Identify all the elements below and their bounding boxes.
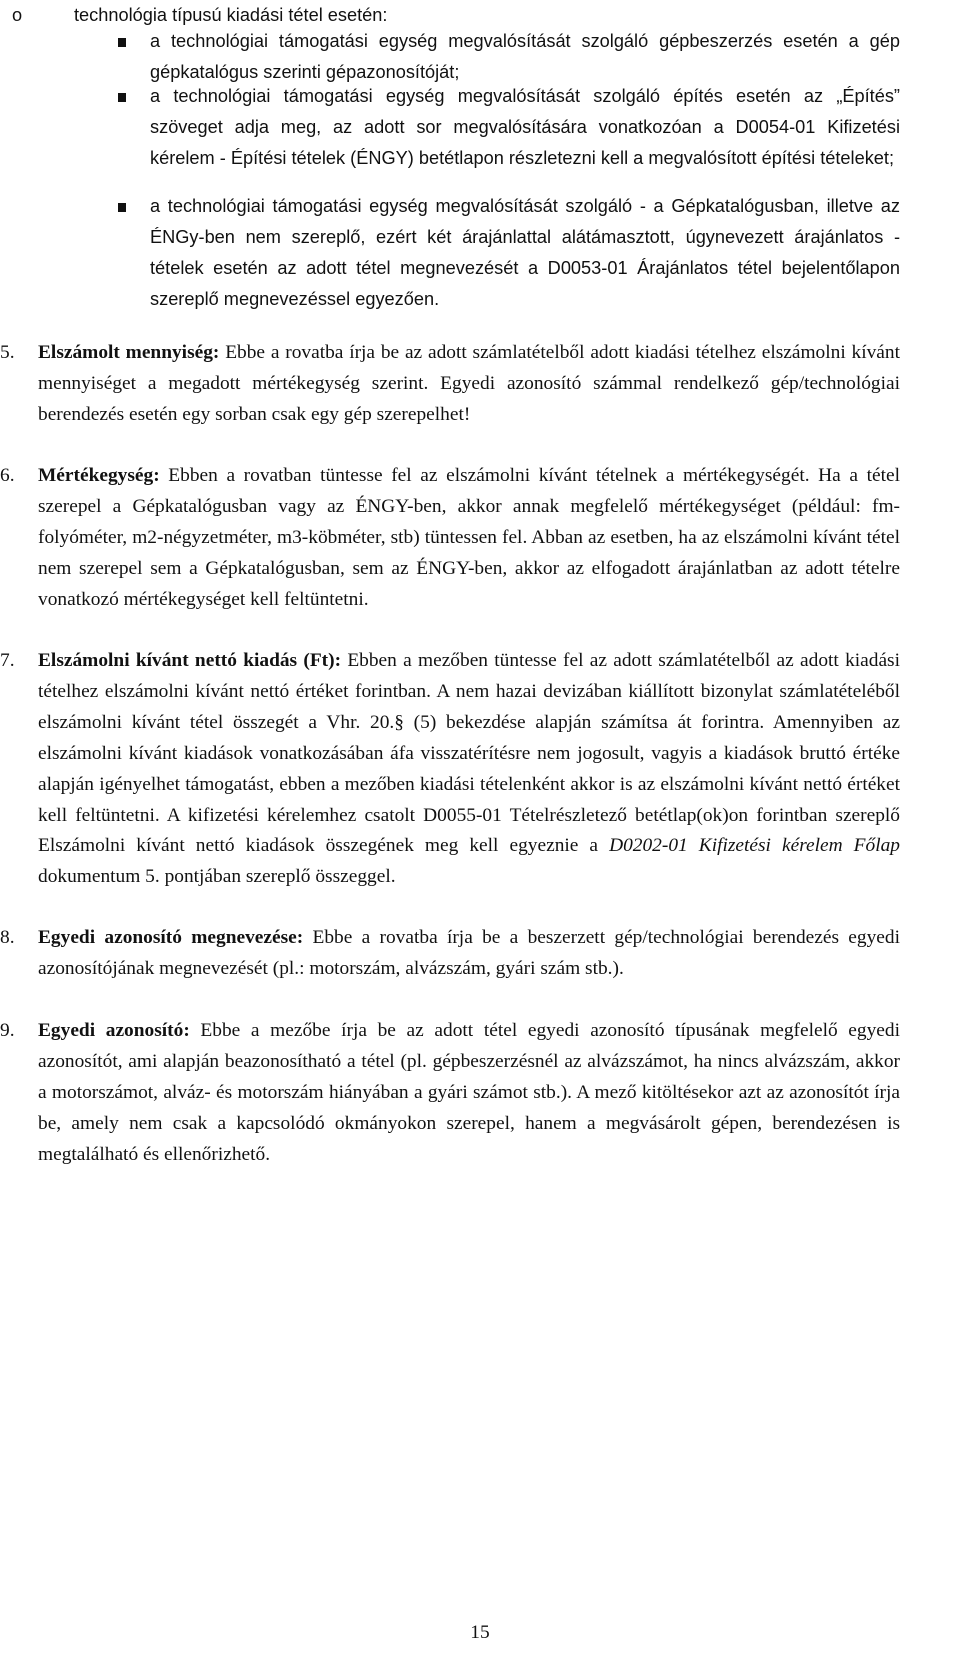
item-paragraph xyxy=(38,646,900,893)
item-number: 6. xyxy=(0,465,15,486)
intro-text: technológia típusú kiadási tétel esetén: xyxy=(74,5,388,25)
item-title: Elszámolni kívánt nettó kiadás (Ft): xyxy=(38,650,342,671)
item-paragraph xyxy=(38,1016,900,1171)
page-number: 15 xyxy=(470,1622,490,1643)
bullet-square-icon xyxy=(118,93,126,102)
item-title: Egyedi azonosító megnevezése: xyxy=(38,927,304,948)
bullet-item: a technológiai támogatási egység megvalósítását szolgáló gépbeszerzés esetén a gép gépkatalógus szerinti gépazonosítóját; xyxy=(150,31,900,82)
bullet-square-icon xyxy=(118,203,126,212)
item-paragraph xyxy=(38,461,900,616)
item-number: 5. xyxy=(0,342,15,363)
item-title: Elszámolt mennyiség: xyxy=(38,342,220,363)
bullet-item: a technológiai támogatási egység megvalósítását szolgáló - a Gépkatalógusban, illetve az ÉNGy-ben nem szereplő, ezért két árajánlattal alátámasztott, úgynevezett árajánlatos - tételek esetén az adott tétel megnevezését a D0053-01 Árajánlatos tétel bejelentőlapon szereplő megnevezéssel egyezően. xyxy=(150,196,900,309)
item-number: 9. xyxy=(0,1020,15,1041)
item-title: Egyedi azonosító: xyxy=(38,1020,190,1041)
item-text-after: dokumentum 5. pontjában szereplő összeggel. xyxy=(38,866,396,888)
item-text: Ebbe a mezőbe írja be az adott tétel egyedi azonosító típusának megfelelő egyedi azonosítót, ami alapján beazonosítható a tétel (pl. gépbeszerzésnél az alvázszámot, ha nincs alvázszám, akkor a motorszámot, alváz- és motorszám hiányában a gyári számot stb.). A mező kitöltésekor azt az azonosítót írja be, amely nem csak a kapcsolódó okmányokon szerepel, hanem a megvásárolt gépen, berendezésen is megtalálható és ellenőrizhető. xyxy=(38,1020,900,1165)
item-italic-ref: D0202-01 Kifizetési kérelem Főlap xyxy=(609,835,900,857)
intro-marker: o xyxy=(12,5,23,25)
item-paragraph xyxy=(38,923,900,985)
item-number: 7. xyxy=(0,650,15,671)
bullet-item: a technológiai támogatási egység megvalósítását szolgáló építés esetén az „Építés” szöveget adja meg, az adott sor megvalósítására vonatkozóan a D0054-01 Kifizetési kérelem - Építési tételek (ÉNGY) betétlapon részletezni kell a megvalósított építési tételeket; xyxy=(150,86,900,168)
item-number: 8. xyxy=(0,927,15,948)
item-text: Ebben a mezőben tüntesse fel az adott számlatételből az adott kiadási tételhez elszámolni kívánt nettó értéket forintban. A nem hazai devizában kiállított bizonylat számlatételéből elszámolni kívánt tétel összegét a Vhr. 20.§ (5) bekezdése alapján számítsa át forintra. Amennyiben az elszámolni kívánt kiadások vonatkozásában áfa visszatérítésre nem jogosult, vagyis a kiadások bruttó értéke alapján igényelhet támogatást, ebben a mezőben kiadási tételenként akkor is az elszámolni kívánt nettó értéket kell feltüntetni. A kifizetési kérelemhez csatolt D0055-01 Tételrészletező betétlap(ok)on forintban szereplő Elszámolni kívánt nettó kiadások összegének meg kell egyeznie a xyxy=(38,650,900,857)
bullet-square-icon xyxy=(118,38,126,47)
item-paragraph xyxy=(38,338,900,431)
item-text: Ebbe a rovatba írja be az adott számlatételből adott kiadási tételhez elszámolni kívánt mennyiséget a megadott mértékegység szerint. Egyedi azonosító számmal rendelkező gép/technológiai berendezés esetén egy sorban csak egy gép szerepelhet! xyxy=(38,342,900,425)
item-text: Ebbe a rovatba írja be a beszerzett gép/technológiai berendezés egyedi azonosítójának megnevezését (pl.: motorszám, alvázszám, gyári szám stb.). xyxy=(38,927,900,979)
item-title: Mértékegység: xyxy=(38,465,160,486)
item-text: Ebben a rovatban tüntesse fel az elszámolni kívánt tételnek a mértékegységét. Ha a tétel szerepel a Gépkatalógusban vagy az ÉNGY-ben, akkor annak megfelelő mértékegységet (például: fm-folyóméter, m2-négyzetméter, m3-köbméter, stb) tüntessen fel. Abban az esetben, ha az elszámolni kívánt tétel nem szerepel sem a Gépkatalógusban, sem az ÉNGY-ben, akkor az elfogadott árajánlatban az adott tételre vonatkozó mértékegységet kell feltüntetni. xyxy=(38,465,900,610)
